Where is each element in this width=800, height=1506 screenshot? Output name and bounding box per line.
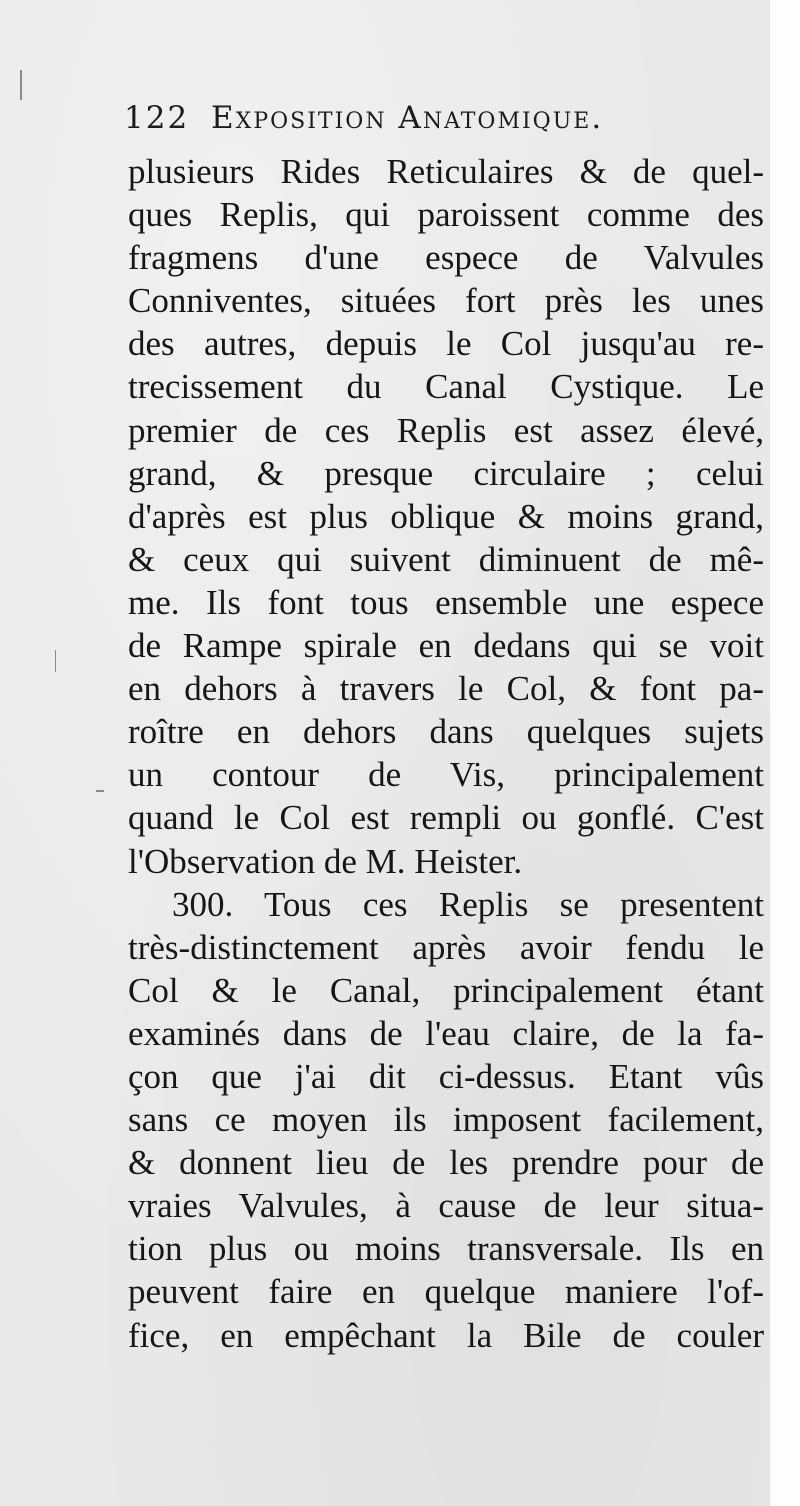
text-line: grand, & presque circulaire ; celui <box>128 453 764 493</box>
text-line: tion plus ou moins transversale. Ils en <box>128 1229 764 1269</box>
text-line: premier de ces Replis est assez élevé, <box>128 410 764 450</box>
text-line: un contour de Vis, principalement <box>128 755 764 795</box>
text-line: peuvent faire en quelque maniere l'of- <box>128 1272 764 1312</box>
text-line: & donnent lieu de les prendre pour de <box>128 1143 764 1183</box>
running-title: Exposition Anatomique. <box>211 100 604 136</box>
text-line: d'après est plus oblique & moins grand, <box>128 496 764 536</box>
text-line: en dehors à travers le Col, & font pa- <box>128 669 764 709</box>
text-line: fragmens d'une espece de Valvules <box>128 238 764 278</box>
text-line: de Rampe spirale en dedans qui se voit <box>128 626 764 666</box>
page-number: 122 <box>124 100 190 136</box>
paragraph-1 <box>128 150 764 883</box>
text-line: me. Ils font tous ensemble une espece <box>128 582 764 622</box>
text-line: l'Observation de M. Heister. <box>128 841 523 881</box>
text-line: fice, en empêchant la Bile de couler <box>128 1315 764 1355</box>
margin-speck <box>20 70 22 100</box>
text-line: 300. Tous ces Replis se presentent <box>172 884 764 924</box>
text-line: çon que j'ai dit ci-dessus. Etant vûs <box>128 1056 764 1096</box>
text-line: roître en dehors dans quelques sujets <box>128 712 764 752</box>
margin-speck <box>55 650 56 672</box>
text-line: examinés dans de l'eau claire, de la fa- <box>128 1013 764 1053</box>
body-text <box>128 150 764 1357</box>
text-line: Conniventes, situées fort près les unes <box>128 281 764 321</box>
text-line: & ceux qui suivent diminuent de mê- <box>128 539 764 579</box>
page-header <box>124 100 764 144</box>
margin-speck <box>96 790 104 792</box>
text-line: sans ce moyen ils imposent facilement, <box>128 1100 764 1140</box>
paragraph-2 <box>128 883 764 1357</box>
text-line: plusieurs Rides Reticulaires & de quel- <box>128 152 764 191</box>
text-line: trecissement du Canal Cystique. Le <box>128 367 764 407</box>
page-edge <box>770 0 800 1506</box>
text-line: très-distinctement après avoir fendu le <box>128 927 764 967</box>
text-line: quand le Col est rempli ou gonflé. C'est <box>128 798 764 838</box>
text-line: des autres, depuis le Col jusqu'au re- <box>128 324 764 364</box>
text-line: vraies Valvules, à cause de leur situa- <box>128 1186 764 1226</box>
text-line: Col & le Canal, principalement étant <box>128 970 764 1010</box>
text-line: ques Replis, qui paroissent comme des <box>128 195 764 235</box>
